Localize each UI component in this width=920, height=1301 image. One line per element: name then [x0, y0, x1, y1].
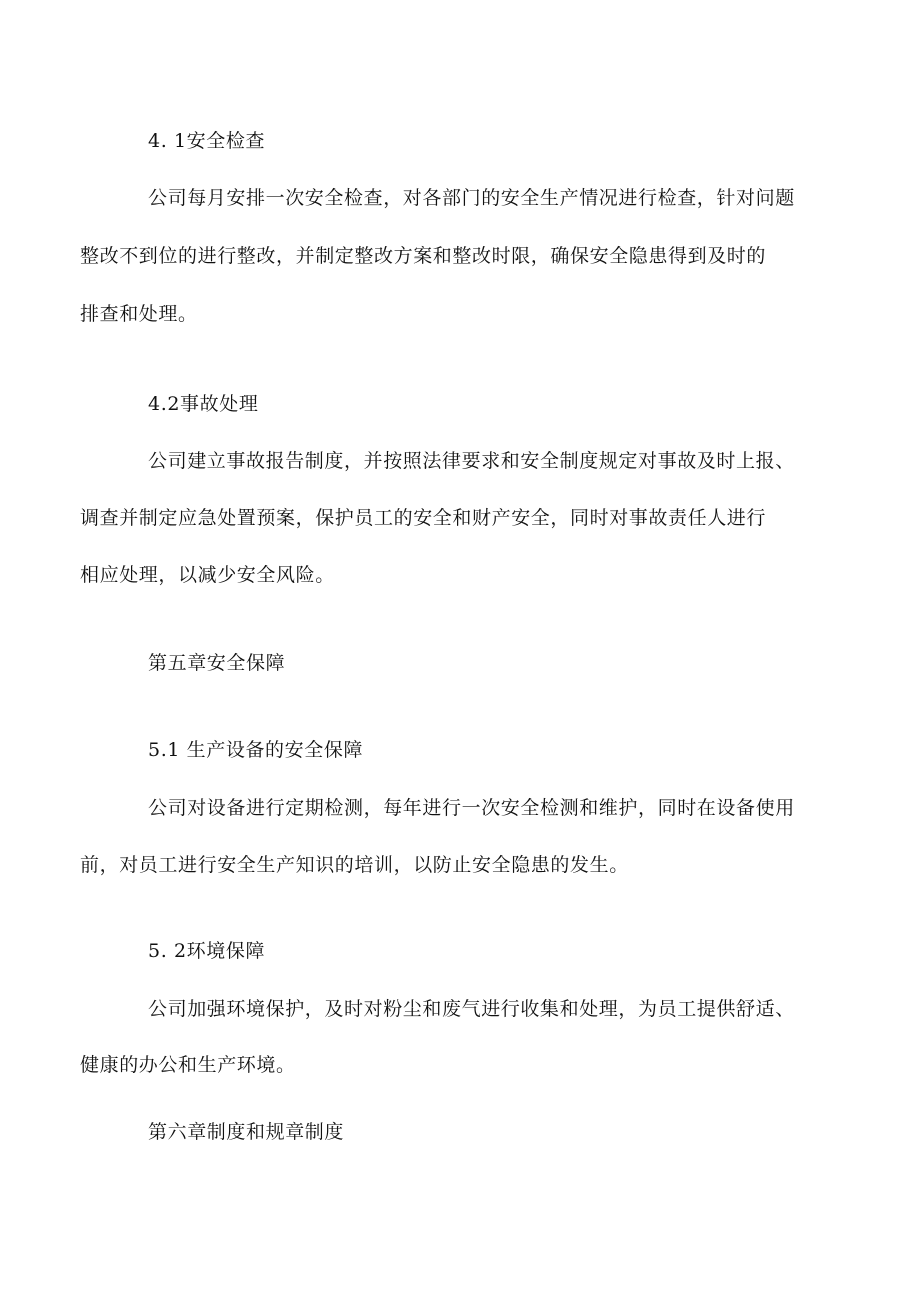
section-heading-5-2: 5. 2环境保障 [148, 940, 266, 962]
paragraph-line: 公司建立事故报告制度，并按照法律要求和安全制度规定对事故及时上报、 [148, 450, 795, 472]
paragraph-line: 整改不到位的进行整改，并制定整改方案和整改时限，确保安全隐患得到及时的 [80, 245, 767, 267]
section-heading-5-1: 5.1 生产设备的安全保障 [148, 739, 364, 761]
paragraph-line: 前，对员工进行安全生产知识的培训，以防止安全隐患的发生。 [80, 854, 629, 876]
paragraph-line: 调查并制定应急处置预案，保护员工的安全和财产安全，同时对事故责任人进行 [80, 507, 767, 529]
paragraph-line: 排查和处理。 [80, 303, 198, 325]
section-heading-4-2: 4.2事故处理 [148, 393, 259, 415]
chapter-heading-6: 第六章制度和规章制度 [148, 1121, 345, 1143]
paragraph-line: 相应处理，以减少安全风险。 [80, 564, 335, 586]
section-heading-4-1: 4. 1安全检查 [148, 130, 266, 152]
paragraph-line: 公司每月安排一次安全检查，对各部门的安全生产情况进行检查，针对问题 [148, 187, 795, 209]
paragraph-line: 健康的办公和生产环境。 [80, 1054, 296, 1076]
paragraph-line: 公司加强环境保护，及时对粉尘和废气进行收集和处理，为员工提供舒适、 [148, 998, 795, 1020]
chapter-heading-5: 第五章安全保障 [148, 652, 286, 674]
paragraph-line: 公司对设备进行定期检测，每年进行一次安全检测和维护，同时在设备使用 [148, 797, 795, 819]
